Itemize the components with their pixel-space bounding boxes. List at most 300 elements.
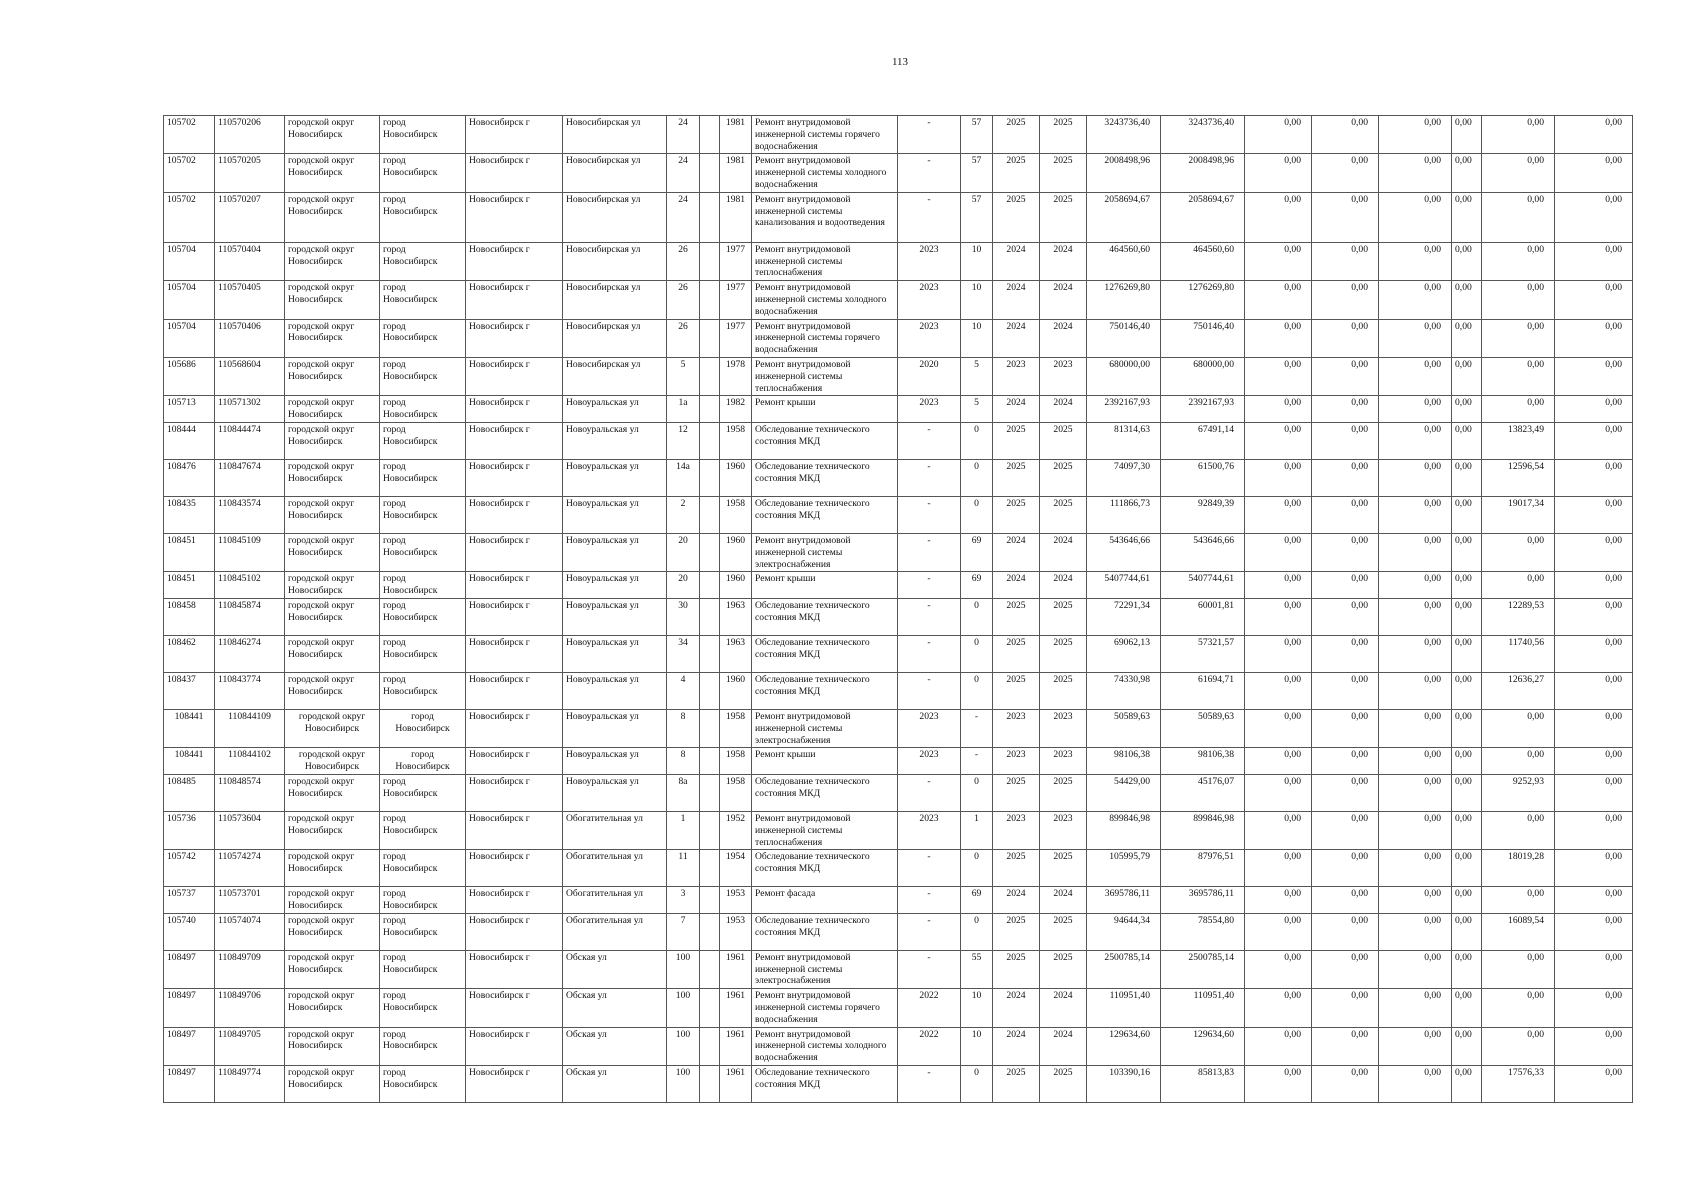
cell-plan-start-year: 2025	[993, 1066, 1040, 1103]
cell-wear-percent: -	[961, 709, 993, 747]
cell-total-cost: 1276269,80	[1087, 281, 1161, 319]
table-row	[164, 396, 1633, 423]
cell-municipality: городской округ Новосибирск	[285, 242, 380, 280]
cell-budget-federal: 0,00	[1245, 496, 1312, 533]
cell-municipality: городской округ Новосибирск	[285, 989, 380, 1027]
cell-building	[700, 598, 720, 635]
cell-budget-regional: 0,00	[1312, 154, 1379, 192]
cell-plan-end-year: 2025	[1040, 154, 1087, 192]
cell-plan-end-year: 2025	[1040, 672, 1087, 709]
cell-total-cost: 72291,34	[1087, 598, 1161, 635]
cell-other-sources: 0,00	[1452, 1066, 1482, 1103]
cell-building	[700, 1066, 720, 1103]
cell-fund-cost: 110951,40	[1161, 989, 1245, 1027]
cell-wear-percent: 0	[961, 635, 993, 672]
cell-budget-federal: 0,00	[1245, 533, 1312, 571]
cell-plan-start-year: 2024	[993, 572, 1040, 599]
cell-year-built: 1958	[720, 422, 752, 459]
cell-work-id: 110848574	[215, 774, 285, 811]
cell-wear-percent: 55	[961, 950, 993, 988]
cell-work-type: Ремонт крыши	[752, 748, 898, 775]
cell-last-repair-year: -	[898, 850, 961, 887]
cell-budget-regional: 0,00	[1312, 748, 1379, 775]
cell-building	[700, 748, 720, 775]
cell-house-number: 2	[667, 496, 700, 533]
cell-work-type: Обследование технического состояния МКД	[752, 459, 898, 496]
table-row	[164, 459, 1633, 496]
cell-reserve: 0,00	[1555, 635, 1633, 672]
cell-house-id: 105736	[164, 811, 215, 849]
cell-fund-cost: 2058694,67	[1161, 192, 1245, 242]
cell-work-id: 110570207	[215, 192, 285, 242]
cell-street: Новоуральская ул	[563, 774, 667, 811]
cell-locality: Новосибирск г	[466, 422, 563, 459]
cell-owners-funds: 12596,54	[1482, 459, 1555, 496]
cell-plan-end-year: 2023	[1040, 811, 1087, 849]
cell-work-id: 110849706	[215, 989, 285, 1027]
cell-municipality: городской округ Новосибирск	[285, 950, 380, 988]
cell-reserve: 0,00	[1555, 748, 1633, 775]
cell-wear-percent: 0	[961, 459, 993, 496]
cell-street: Новосибирская ул	[563, 192, 667, 242]
cell-reserve: 0,00	[1555, 709, 1633, 747]
cell-work-type: Обследование технического состояния МКД	[752, 598, 898, 635]
cell-budget-local: 0,00	[1379, 1066, 1452, 1103]
cell-plan-start-year: 2023	[993, 357, 1040, 395]
cell-plan-end-year: 2025	[1040, 913, 1087, 950]
cell-wear-percent: 57	[961, 192, 993, 242]
cell-house-id: 108497	[164, 989, 215, 1027]
cell-last-repair-year: -	[898, 496, 961, 533]
cell-plan-start-year: 2025	[993, 950, 1040, 988]
cell-last-repair-year: 2023	[898, 811, 961, 849]
cell-last-repair-year: -	[898, 887, 961, 914]
cell-settlement: город Новосибирск	[380, 887, 466, 914]
cell-house-id: 108497	[164, 1027, 215, 1065]
cell-last-repair-year: -	[898, 774, 961, 811]
cell-house-id: 105704	[164, 281, 215, 319]
cell-house-number: 24	[667, 154, 700, 192]
cell-budget-federal: 0,00	[1245, 950, 1312, 988]
cell-work-id: 110570404	[215, 242, 285, 280]
cell-budget-federal: 0,00	[1245, 116, 1312, 154]
cell-fund-cost: 98106,38	[1161, 748, 1245, 775]
cell-work-type: Обследование технического состояния МКД	[752, 672, 898, 709]
cell-budget-federal: 0,00	[1245, 709, 1312, 747]
cell-municipality: городской округ Новосибирск	[285, 192, 380, 242]
cell-reserve: 0,00	[1555, 989, 1633, 1027]
cell-other-sources: 0,00	[1452, 496, 1482, 533]
cell-budget-federal: 0,00	[1245, 154, 1312, 192]
table-row	[164, 598, 1633, 635]
cell-other-sources: 0,00	[1452, 116, 1482, 154]
cell-reserve: 0,00	[1555, 1027, 1633, 1065]
cell-budget-regional: 0,00	[1312, 887, 1379, 914]
cell-locality: Новосибирск г	[466, 850, 563, 887]
cell-building	[700, 192, 720, 242]
cell-wear-percent: -	[961, 748, 993, 775]
cell-plan-start-year: 2023	[993, 748, 1040, 775]
cell-budget-federal: 0,00	[1245, 242, 1312, 280]
cell-last-repair-year: -	[898, 635, 961, 672]
cell-street: Новоуральская ул	[563, 496, 667, 533]
cell-work-type: Ремонт внутридомовой инженерной системы теплоснабжения	[752, 242, 898, 280]
cell-last-repair-year: 2023	[898, 319, 961, 357]
cell-total-cost: 2008498,96	[1087, 154, 1161, 192]
cell-wear-percent: 0	[961, 598, 993, 635]
cell-work-id: 110846274	[215, 635, 285, 672]
cell-fund-cost: 680000,00	[1161, 357, 1245, 395]
cell-budget-regional: 0,00	[1312, 774, 1379, 811]
cell-budget-local: 0,00	[1379, 635, 1452, 672]
cell-plan-end-year: 2025	[1040, 1066, 1087, 1103]
table-row	[164, 422, 1633, 459]
cell-year-built: 1977	[720, 281, 752, 319]
cell-total-cost: 5407744,61	[1087, 572, 1161, 599]
cell-year-built: 1961	[720, 1027, 752, 1065]
cell-plan-start-year: 2025	[993, 116, 1040, 154]
cell-budget-regional: 0,00	[1312, 989, 1379, 1027]
cell-owners-funds: 19017,34	[1482, 496, 1555, 533]
cell-budget-regional: 0,00	[1312, 533, 1379, 571]
cell-work-type: Ремонт внутридомовой инженерной системы горячего водоснабжения	[752, 116, 898, 154]
cell-owners-funds: 13823,49	[1482, 422, 1555, 459]
cell-owners-funds: 17576,33	[1482, 1066, 1555, 1103]
cell-work-id: 110573604	[215, 811, 285, 849]
cell-fund-cost: 57321,57	[1161, 635, 1245, 672]
cell-locality: Новосибирск г	[466, 154, 563, 192]
cell-reserve: 0,00	[1555, 396, 1633, 423]
cell-budget-local: 0,00	[1379, 533, 1452, 571]
cell-budget-regional: 0,00	[1312, 572, 1379, 599]
cell-year-built: 1961	[720, 950, 752, 988]
cell-budget-federal: 0,00	[1245, 1027, 1312, 1065]
cell-year-built: 1961	[720, 989, 752, 1027]
cell-total-cost: 74330,98	[1087, 672, 1161, 709]
cell-wear-percent: 10	[961, 242, 993, 280]
cell-locality: Новосибирск г	[466, 913, 563, 950]
cell-work-type: Ремонт внутридомовой инженерной системы холодного водоснабжения	[752, 281, 898, 319]
cell-budget-regional: 0,00	[1312, 1027, 1379, 1065]
cell-work-id: 110849774	[215, 1066, 285, 1103]
cell-budget-regional: 0,00	[1312, 422, 1379, 459]
cell-total-cost: 111866,73	[1087, 496, 1161, 533]
cell-house-number: 24	[667, 192, 700, 242]
cell-owners-funds: 0,00	[1482, 709, 1555, 747]
table-row	[164, 154, 1633, 192]
cell-total-cost: 54429,00	[1087, 774, 1161, 811]
cell-municipality: городской округ Новосибирск	[285, 281, 380, 319]
cell-house-id: 105702	[164, 116, 215, 154]
cell-plan-end-year: 2025	[1040, 496, 1087, 533]
cell-total-cost: 105995,79	[1087, 850, 1161, 887]
cell-budget-federal: 0,00	[1245, 989, 1312, 1027]
cell-street: Обогатительная ул	[563, 850, 667, 887]
cell-owners-funds: 16089,54	[1482, 913, 1555, 950]
cell-last-repair-year: 2023	[898, 709, 961, 747]
table-row	[164, 950, 1633, 988]
cell-other-sources: 0,00	[1452, 887, 1482, 914]
cell-work-id: 110849705	[215, 1027, 285, 1065]
cell-street: Обогатительная ул	[563, 913, 667, 950]
cell-year-built: 1958	[720, 709, 752, 747]
cell-wear-percent: 0	[961, 850, 993, 887]
cell-work-id: 110574274	[215, 850, 285, 887]
cell-reserve: 0,00	[1555, 192, 1633, 242]
cell-reserve: 0,00	[1555, 774, 1633, 811]
cell-plan-end-year: 2025	[1040, 116, 1087, 154]
cell-owners-funds: 0,00	[1482, 242, 1555, 280]
cell-budget-federal: 0,00	[1245, 850, 1312, 887]
cell-plan-start-year: 2024	[993, 1027, 1040, 1065]
cell-plan-end-year: 2025	[1040, 422, 1087, 459]
cell-building	[700, 281, 720, 319]
cell-locality: Новосибирск г	[466, 459, 563, 496]
table-row	[164, 635, 1633, 672]
cell-fund-cost: 750146,40	[1161, 319, 1245, 357]
cell-settlement: город Новосибирск	[380, 242, 466, 280]
cell-locality: Новосибирск г	[466, 572, 563, 599]
cell-budget-local: 0,00	[1379, 319, 1452, 357]
cell-work-id: 110568604	[215, 357, 285, 395]
cell-owners-funds: 12636,27	[1482, 672, 1555, 709]
cell-plan-end-year: 2025	[1040, 459, 1087, 496]
cell-work-type: Ремонт внутридомовой инженерной системы электроснабжения	[752, 950, 898, 988]
cell-settlement: город Новосибирск	[380, 357, 466, 395]
cell-last-repair-year: -	[898, 192, 961, 242]
cell-settlement: город Новосибирск	[380, 748, 466, 775]
cell-municipality: городской округ Новосибирск	[285, 116, 380, 154]
cell-budget-regional: 0,00	[1312, 598, 1379, 635]
cell-locality: Новосибирск г	[466, 989, 563, 1027]
cell-owners-funds: 9252,93	[1482, 774, 1555, 811]
cell-work-id: 110570205	[215, 154, 285, 192]
cell-house-number: 8а	[667, 774, 700, 811]
cell-house-number: 20	[667, 572, 700, 599]
cell-house-id: 105702	[164, 192, 215, 242]
cell-locality: Новосибирск г	[466, 496, 563, 533]
cell-budget-local: 0,00	[1379, 811, 1452, 849]
cell-house-id: 108441	[164, 748, 215, 775]
cell-settlement: город Новосибирск	[380, 1066, 466, 1103]
cell-building	[700, 850, 720, 887]
cell-fund-cost: 3243736,40	[1161, 116, 1245, 154]
cell-wear-percent: 5	[961, 396, 993, 423]
cell-budget-regional: 0,00	[1312, 192, 1379, 242]
cell-budget-regional: 0,00	[1312, 950, 1379, 988]
cell-street: Новосибирская ул	[563, 281, 667, 319]
cell-other-sources: 0,00	[1452, 242, 1482, 280]
cell-street: Обогатительная ул	[563, 811, 667, 849]
cell-municipality: городской округ Новосибирск	[285, 154, 380, 192]
cell-house-id: 108458	[164, 598, 215, 635]
cell-owners-funds: 0,00	[1482, 319, 1555, 357]
cell-budget-local: 0,00	[1379, 748, 1452, 775]
cell-house-number: 1а	[667, 396, 700, 423]
cell-building	[700, 154, 720, 192]
cell-house-number: 12	[667, 422, 700, 459]
cell-budget-local: 0,00	[1379, 1027, 1452, 1065]
cell-work-type: Обследование технического состояния МКД	[752, 774, 898, 811]
cell-total-cost: 2500785,14	[1087, 950, 1161, 988]
cell-year-built: 1958	[720, 496, 752, 533]
cell-building	[700, 887, 720, 914]
cell-work-type: Ремонт фасада	[752, 887, 898, 914]
cell-fund-cost: 92849,39	[1161, 496, 1245, 533]
cell-budget-regional: 0,00	[1312, 811, 1379, 849]
cell-budget-local: 0,00	[1379, 459, 1452, 496]
cell-street: Обская ул	[563, 1066, 667, 1103]
cell-budget-federal: 0,00	[1245, 811, 1312, 849]
cell-house-id: 105704	[164, 319, 215, 357]
cell-street: Новоуральская ул	[563, 748, 667, 775]
cell-work-type: Ремонт внутридомовой инженерной системы теплоснабжения	[752, 357, 898, 395]
cell-total-cost: 103390,16	[1087, 1066, 1161, 1103]
cell-work-id: 110845102	[215, 572, 285, 599]
cell-owners-funds: 11740,56	[1482, 635, 1555, 672]
table-row	[164, 357, 1633, 395]
cell-last-repair-year: 2023	[898, 281, 961, 319]
cell-plan-end-year: 2024	[1040, 887, 1087, 914]
cell-budget-local: 0,00	[1379, 913, 1452, 950]
cell-budget-regional: 0,00	[1312, 242, 1379, 280]
cell-locality: Новосибирск г	[466, 357, 563, 395]
cell-budget-local: 0,00	[1379, 950, 1452, 988]
cell-year-built: 1982	[720, 396, 752, 423]
cell-last-repair-year: -	[898, 1066, 961, 1103]
cell-house-id: 108497	[164, 1066, 215, 1103]
cell-budget-local: 0,00	[1379, 887, 1452, 914]
table-body	[164, 116, 1633, 1103]
cell-street: Новоуральская ул	[563, 459, 667, 496]
cell-budget-regional: 0,00	[1312, 319, 1379, 357]
cell-plan-start-year: 2025	[993, 635, 1040, 672]
cell-house-number: 100	[667, 1027, 700, 1065]
cell-work-type: Обследование технического состояния МКД	[752, 913, 898, 950]
cell-owners-funds: 0,00	[1482, 396, 1555, 423]
cell-settlement: город Новосибирск	[380, 950, 466, 988]
cell-work-id: 110843774	[215, 672, 285, 709]
cell-budget-federal: 0,00	[1245, 396, 1312, 423]
cell-work-id: 110570405	[215, 281, 285, 319]
cell-street: Новоуральская ул	[563, 709, 667, 747]
cell-house-id: 105740	[164, 913, 215, 950]
cell-wear-percent: 10	[961, 1027, 993, 1065]
cell-other-sources: 0,00	[1452, 1027, 1482, 1065]
cell-fund-cost: 78554,80	[1161, 913, 1245, 950]
cell-settlement: город Новосибирск	[380, 459, 466, 496]
table-row	[164, 116, 1633, 154]
cell-budget-local: 0,00	[1379, 242, 1452, 280]
cell-plan-end-year: 2025	[1040, 598, 1087, 635]
cell-plan-end-year: 2024	[1040, 396, 1087, 423]
cell-building	[700, 533, 720, 571]
cell-house-number: 100	[667, 1066, 700, 1103]
cell-municipality: городской округ Новосибирск	[285, 811, 380, 849]
cell-plan-end-year: 2023	[1040, 709, 1087, 747]
cell-budget-regional: 0,00	[1312, 496, 1379, 533]
cell-owners-funds: 18019,28	[1482, 850, 1555, 887]
cell-street: Новосибирская ул	[563, 116, 667, 154]
cell-work-id: 110843574	[215, 496, 285, 533]
cell-street: Обская ул	[563, 950, 667, 988]
cell-year-built: 1960	[720, 572, 752, 599]
cell-total-cost: 464560,60	[1087, 242, 1161, 280]
table-row	[164, 774, 1633, 811]
cell-municipality: городской округ Новосибирск	[285, 496, 380, 533]
cell-locality: Новосибирск г	[466, 887, 563, 914]
cell-fund-cost: 1276269,80	[1161, 281, 1245, 319]
cell-budget-federal: 0,00	[1245, 1066, 1312, 1103]
cell-plan-end-year: 2024	[1040, 1027, 1087, 1065]
cell-settlement: город Новосибирск	[380, 533, 466, 571]
cell-budget-local: 0,00	[1379, 281, 1452, 319]
cell-wear-percent: 0	[961, 774, 993, 811]
cell-total-cost: 750146,40	[1087, 319, 1161, 357]
cell-plan-start-year: 2024	[993, 396, 1040, 423]
cell-street: Новоуральская ул	[563, 598, 667, 635]
cell-settlement: город Новосибирск	[380, 672, 466, 709]
cell-settlement: город Новосибирск	[380, 913, 466, 950]
cell-building	[700, 422, 720, 459]
cell-year-built: 1963	[720, 598, 752, 635]
cell-settlement: город Новосибирск	[380, 154, 466, 192]
cell-owners-funds: 0,00	[1482, 116, 1555, 154]
cell-fund-cost: 543646,66	[1161, 533, 1245, 571]
cell-municipality: городской округ Новосибирск	[285, 1066, 380, 1103]
cell-budget-local: 0,00	[1379, 598, 1452, 635]
cell-house-number: 3	[667, 887, 700, 914]
cell-wear-percent: 10	[961, 281, 993, 319]
table-row	[164, 319, 1633, 357]
cell-budget-regional: 0,00	[1312, 281, 1379, 319]
cell-street: Обская ул	[563, 1027, 667, 1065]
cell-last-repair-year: 2020	[898, 357, 961, 395]
cell-house-number: 34	[667, 635, 700, 672]
cell-budget-regional: 0,00	[1312, 459, 1379, 496]
cell-plan-start-year: 2025	[993, 774, 1040, 811]
cell-plan-end-year: 2024	[1040, 281, 1087, 319]
cell-last-repair-year: 2023	[898, 396, 961, 423]
cell-locality: Новосибирск г	[466, 672, 563, 709]
cell-fund-cost: 3695786,11	[1161, 887, 1245, 914]
cell-year-built: 1958	[720, 774, 752, 811]
cell-street: Новоуральская ул	[563, 396, 667, 423]
cell-last-repair-year: -	[898, 116, 961, 154]
cell-budget-regional: 0,00	[1312, 850, 1379, 887]
cell-settlement: город Новосибирск	[380, 811, 466, 849]
cell-settlement: город Новосибирск	[380, 572, 466, 599]
cell-owners-funds: 0,00	[1482, 950, 1555, 988]
cell-house-number: 24	[667, 116, 700, 154]
cell-other-sources: 0,00	[1452, 709, 1482, 747]
cell-budget-local: 0,00	[1379, 672, 1452, 709]
cell-locality: Новосибирск г	[466, 116, 563, 154]
cell-wear-percent: 0	[961, 1066, 993, 1103]
cell-house-id: 105686	[164, 357, 215, 395]
cell-house-id: 105713	[164, 396, 215, 423]
cell-municipality: городской округ Новосибирск	[285, 572, 380, 599]
cell-plan-start-year: 2025	[993, 850, 1040, 887]
cell-year-built: 1953	[720, 887, 752, 914]
cell-street: Новоуральская ул	[563, 635, 667, 672]
cell-last-repair-year: 2023	[898, 242, 961, 280]
cell-plan-start-year: 2025	[993, 672, 1040, 709]
cell-municipality: городской округ Новосибирск	[285, 459, 380, 496]
cell-year-built: 1960	[720, 533, 752, 571]
cell-street: Новосибирская ул	[563, 154, 667, 192]
cell-plan-start-year: 2023	[993, 709, 1040, 747]
